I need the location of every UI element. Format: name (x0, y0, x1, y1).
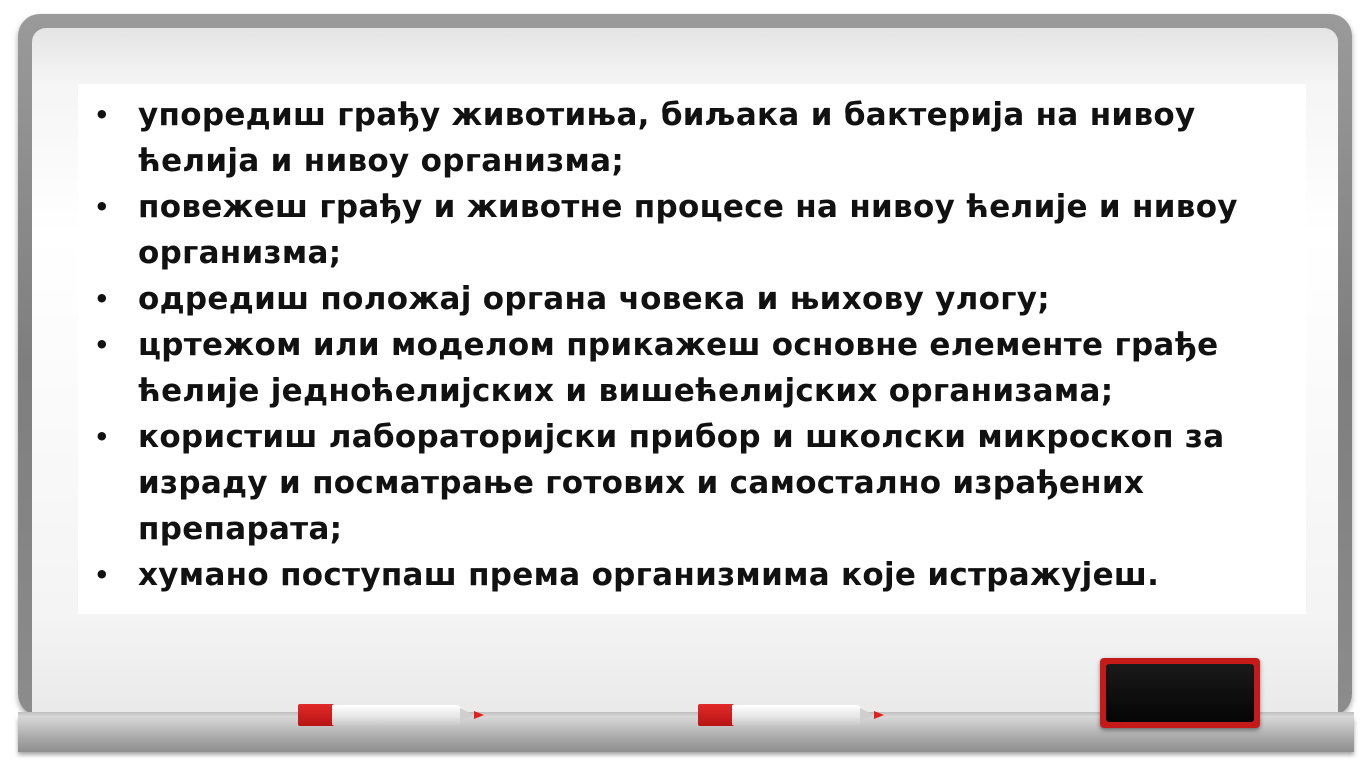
marker-nib (860, 708, 874, 722)
list-item (92, 92, 1292, 184)
bullet-dot: • (94, 331, 110, 359)
list-item-text: цртежом или моделом прикажеш основне елементе грађе ћелије једноћелијских и вишећелијских организама; (138, 327, 1219, 409)
list-item (92, 552, 1292, 598)
eraser-felt (1106, 664, 1254, 722)
bullet-dot: • (94, 193, 110, 221)
marker-cap (298, 704, 334, 726)
bullet-dot: • (94, 561, 110, 589)
marker-tip (874, 711, 884, 719)
marker-cap (698, 704, 734, 726)
bullet-dot: • (94, 101, 110, 129)
list-item-text: повежеш грађу и животне процесе на нивоу ћелије и нивоу организма; (138, 189, 1238, 271)
red-marker-left (298, 704, 488, 726)
marker-body (732, 705, 862, 725)
list-item (92, 276, 1292, 322)
bullet-dot: • (94, 285, 110, 313)
red-marker-right (698, 704, 888, 726)
list-item (92, 184, 1292, 276)
list-item-text: користиш лабораторијски прибор и школски микроскоп за израду и посматрање готових и самостално израђених препарата; (138, 419, 1225, 547)
marker-body (332, 705, 462, 725)
list-item-text: хумано поступаш према организмима које истражујеш. (138, 557, 1160, 593)
list-item (92, 414, 1292, 552)
marker-nib (460, 708, 474, 722)
list-item-text: одредиш положај органа човека и њихову улогу; (138, 281, 1050, 317)
board-eraser (1100, 658, 1260, 728)
bullet-list (92, 92, 1292, 598)
bullet-dot: • (94, 423, 110, 451)
list-item (92, 322, 1292, 414)
marker-tip (474, 711, 484, 719)
list-item-text: упоредиш грађу животиња, биљака и бактерија на нивоу ћелија и нивоу организма; (138, 97, 1196, 179)
